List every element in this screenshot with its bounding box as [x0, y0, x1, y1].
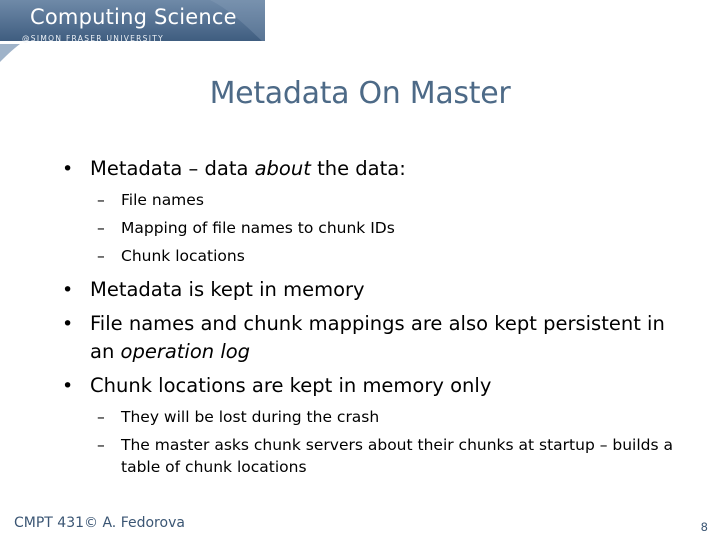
bullet-marker: •	[62, 279, 74, 301]
sub-bullet-3	[30, 245, 690, 267]
bullet-marker: •	[62, 375, 74, 397]
dash-marker: –	[97, 247, 105, 265]
bullet-marker: •	[62, 158, 74, 180]
bullet-4	[30, 372, 690, 400]
bullet-text: Metadata is kept in memory	[90, 278, 365, 301]
bullet-text: File names and chunk mappings are also kept persistent in an	[90, 312, 665, 363]
sub-bullet-4	[30, 406, 690, 428]
brand-subtitle: @SIMON FRASER UNIVERSITY	[22, 34, 165, 43]
sub-bullet-text: Chunk locations	[121, 247, 245, 265]
sub-bullet-text: File names	[121, 191, 204, 209]
sub-bullet-text: Mapping of file names to chunk IDs	[121, 219, 395, 237]
slide-content	[30, 155, 690, 478]
sub-bullet-text: The master asks chunk servers about their chunks at startup – builds a table of chunk locations	[121, 436, 674, 476]
bullet-1	[30, 155, 690, 183]
dash-marker: –	[97, 436, 105, 454]
dash-marker: –	[97, 191, 105, 209]
footer-credit: CMPT 431© A. Fedorova	[14, 515, 185, 531]
brand-title: Computing Science	[30, 5, 237, 29]
bullet-emphasis: about	[254, 157, 311, 180]
sub-bullet-5	[30, 434, 690, 478]
page-number: 8	[700, 520, 708, 534]
sub-bullet-2	[30, 217, 690, 239]
bullet-3	[30, 310, 690, 366]
sub-bullet-1	[30, 189, 690, 211]
bullet-emphasis: operation log	[120, 340, 251, 363]
bullet-2	[30, 276, 690, 304]
slide-title: Metadata On Master	[209, 76, 511, 111]
bullet-marker: •	[62, 313, 74, 335]
bullet-text: the data:	[310, 157, 406, 180]
bullet-text: Metadata – data	[90, 157, 255, 180]
bullet-text: Chunk locations are kept in memory only	[90, 374, 492, 397]
header-banner	[0, 0, 265, 62]
dash-marker: –	[97, 408, 105, 426]
dash-marker: –	[97, 219, 105, 237]
sub-bullet-text: They will be lost during the crash	[121, 408, 380, 426]
